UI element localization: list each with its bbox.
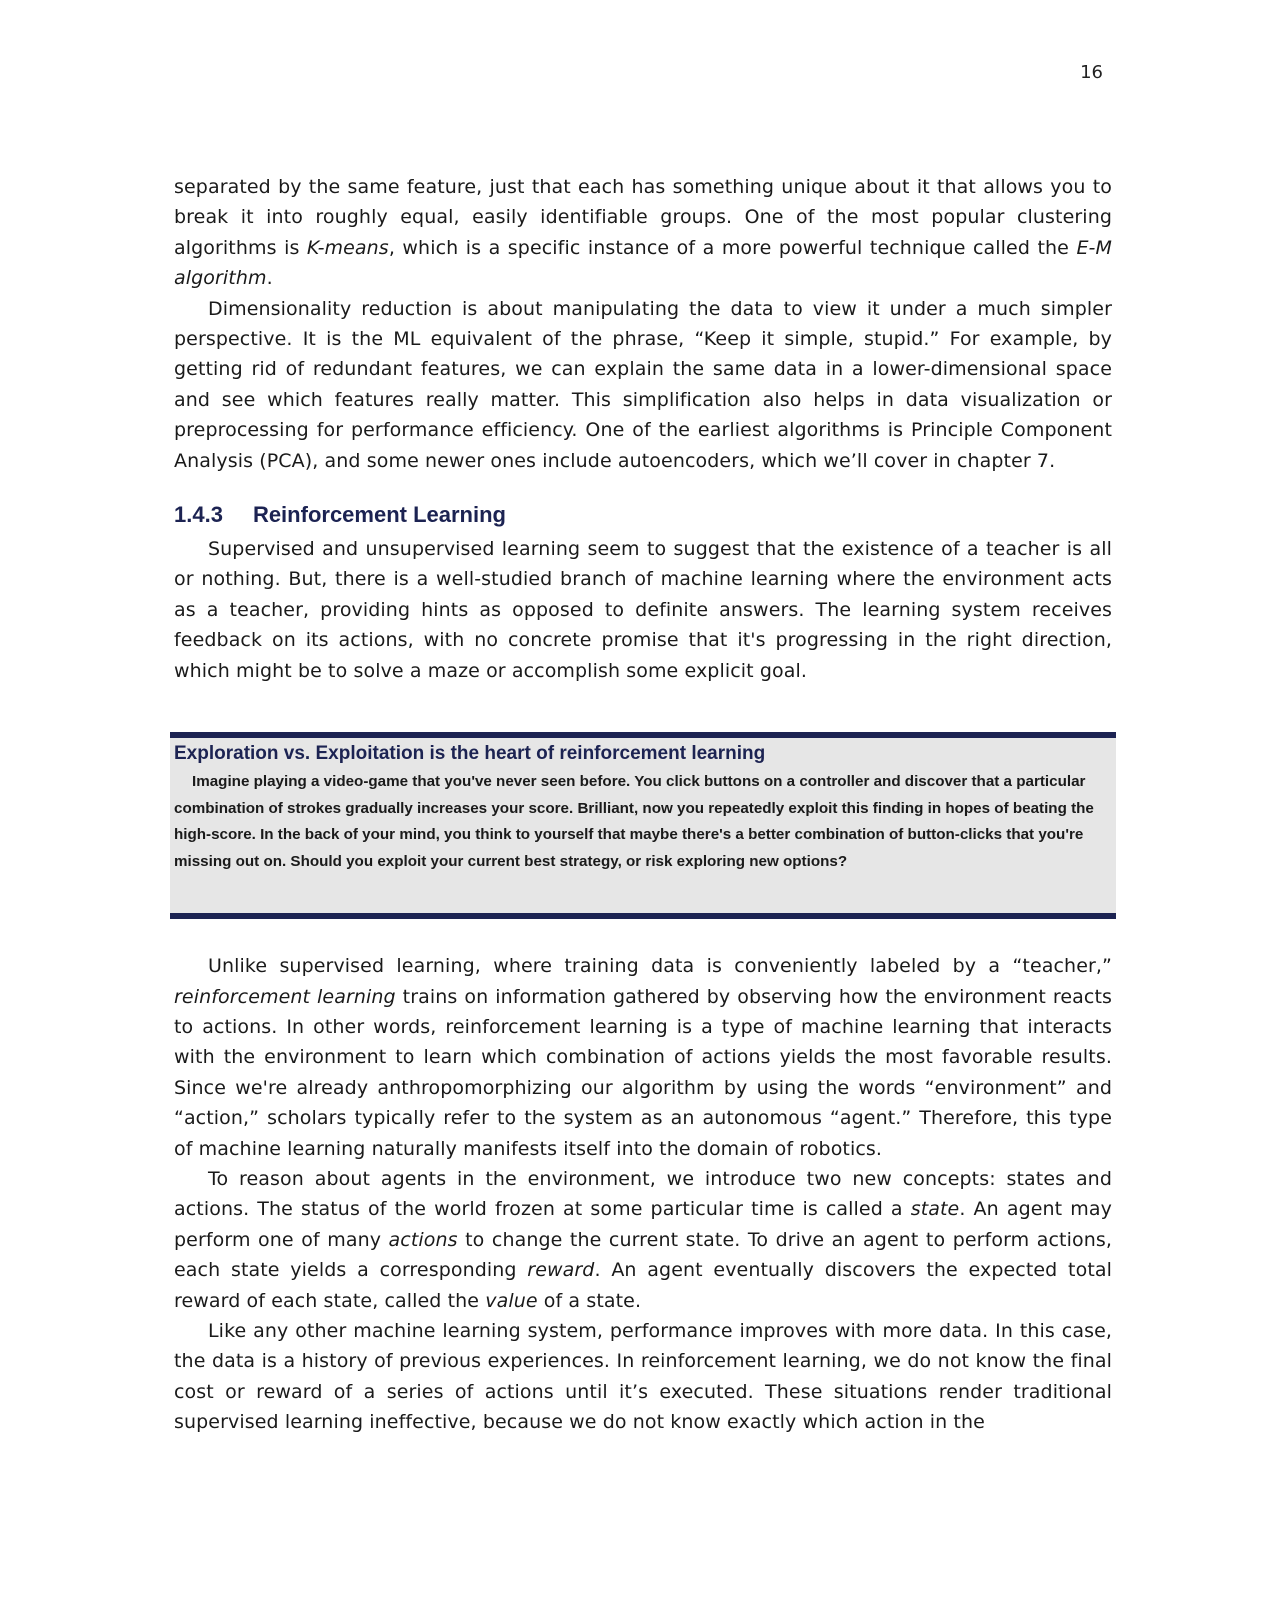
paragraph-text: , which is a specific instance of a more powerful technique called the bbox=[388, 236, 1077, 259]
body-paragraph bbox=[174, 1316, 1112, 1438]
emphasized-term: K-means bbox=[306, 236, 389, 259]
body-paragraph bbox=[174, 294, 1112, 476]
emphasized-term: state bbox=[910, 1198, 960, 1221]
emphasized-term: reinforcement learning bbox=[174, 985, 396, 1008]
body-paragraph bbox=[174, 951, 1112, 1164]
page-content bbox=[174, 172, 1112, 1438]
emphasized-term: value bbox=[485, 1289, 538, 1312]
paragraph-text: To reason about agents in the environment, we introduce two new concepts: states and actions. The status of the world frozen at some particular time is called a bbox=[174, 1167, 1112, 1221]
body-paragraph bbox=[174, 1164, 1112, 1316]
sidebar-title: Exploration vs. Exploitation is the heart of reinforcement learning bbox=[174, 743, 766, 765]
paragraph-text: Dimensionality reduction is about manipulating the data to view it under a much simpler perspective. It is the ML equivalent of the phrase, “Keep it simple, stupid.” For example, by getting rid of redundant features, we can explain the same data in a lower-dimensional space and see which features really matter. This simplification also helps in data visualization or preprocessing for performance efficiency. One of the earliest algorithms is Principle Component Analysis (PCA), and some newer ones include autoencoders, which we’ll cover in chapter 7. bbox=[174, 297, 1112, 472]
page-number: 16 bbox=[1080, 62, 1103, 83]
paragraph-text: . An agent may perform one of many bbox=[174, 1198, 1112, 1251]
body-paragraph bbox=[174, 172, 1112, 294]
paragraphs-section bbox=[174, 534, 1112, 686]
paragraph-text: . An agent eventually discovers the expected total reward of each state, called the bbox=[174, 1259, 1112, 1312]
section-number: 1.4.3 bbox=[174, 502, 223, 528]
paragraph-text: . bbox=[266, 267, 273, 290]
paragraph-text: of a state. bbox=[537, 1289, 642, 1312]
section-title: Reinforcement Learning bbox=[252, 502, 506, 528]
emphasized-term: reward bbox=[527, 1259, 595, 1282]
paragraph-text: trains on information gathered by observing how the environment reacts to actions. In other words, reinforcement learning is a type of machine learning that interacts with the environment to learn which combination of actions yields the most favorable results. Since we're already anthropomorphizing our algorithm by using the words “environment” and “action,” scholars typically refer to the system as an autonomous “agent.” Therefore, this type of machine learning naturally manifests itself into the domain of robotics. bbox=[174, 985, 1112, 1160]
paragraph-text: Like any other machine learning system, performance improves with more data. In this case, the data is a history of previous experiences. In reinforcement learning, we do not know the final cost or reward of a series of actions until it’s executed. These situations render traditional supervised learning ineffective, because we do not know exactly which action in the bbox=[174, 1319, 1112, 1434]
paragraph-text: to change the current state. To drive an agent to perform actions, each state yields a corresponding bbox=[174, 1228, 1112, 1282]
paragraphs-bottom bbox=[174, 951, 1112, 1438]
paragraph-text: separated by the same feature, just that each has something unique about it that allows you to break it into roughly equal, easily identifiable groups. One of the most popular clustering algorithms is bbox=[174, 176, 1112, 259]
emphasized-term: actions bbox=[388, 1228, 458, 1251]
paragraph-text: Unlike supervised learning, where training data is conveniently labeled by a “teacher,” bbox=[208, 955, 1112, 978]
body-paragraph bbox=[174, 534, 1112, 686]
section-heading bbox=[174, 502, 1112, 528]
paragraphs-top bbox=[174, 172, 1112, 476]
sidebar-text: Imagine playing a video-game that you've never seen before. You click buttons on a controller and discover that a particular combination of strokes gradually increases your score. Brilliant, now you repeatedly exploit this finding in hopes of beating the high-score. In the back of your mind, you think to yourself that maybe there's a better combination of button-clicks that you're missing out on. Should you exploit your current best strategy, or risk exploring new options? bbox=[174, 773, 1094, 870]
emphasized-term: E-M algorithm bbox=[174, 236, 1112, 290]
paragraph-text: Supervised and unsupervised learning seem to suggest that the existence of a teacher is all or nothing. But, there is a well-studied branch of machine learning where the environment acts as a teacher, providing hints as opposed to definite answers. The learning system receives feedback on its actions, with no concrete promise that it's progressing in the right direction, which might be to solve a maze or accomplish some explicit goal. bbox=[174, 538, 1112, 682]
sidebar-callout bbox=[170, 732, 1116, 919]
